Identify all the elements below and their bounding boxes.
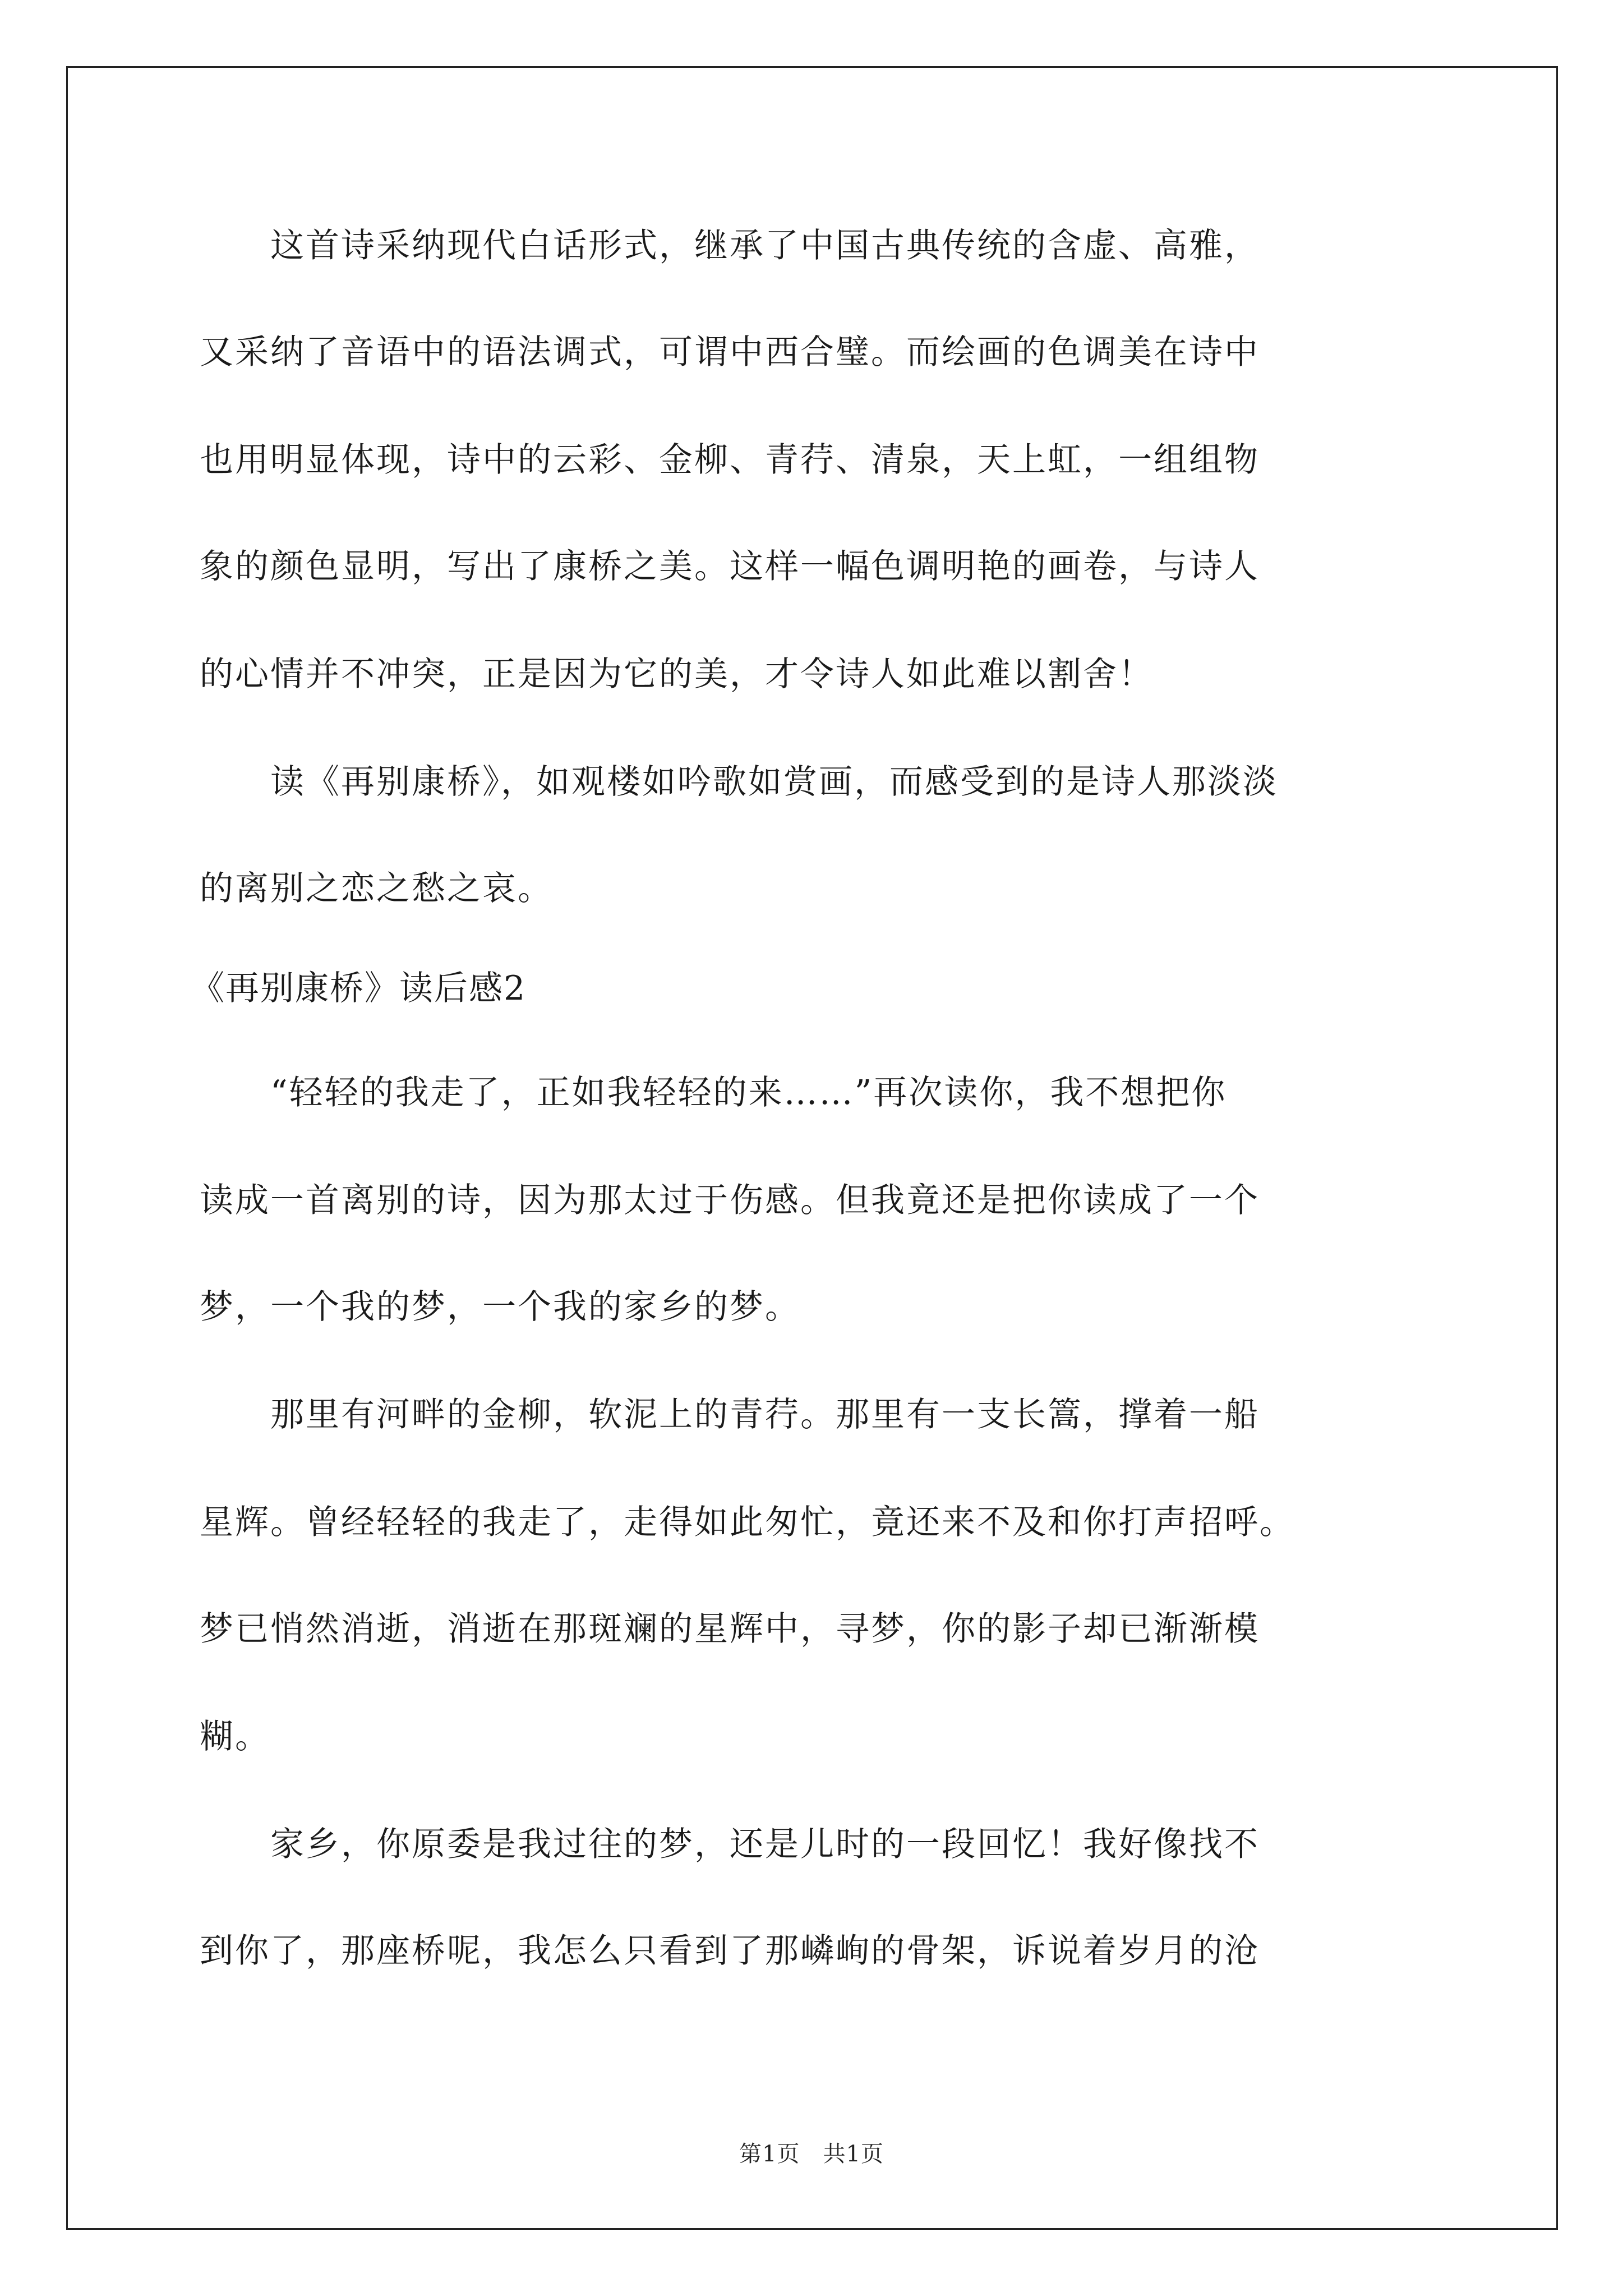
body-line: 读《再别康桥》，如观楼如吟歌如赏画，而感受到的是诗人那淡淡: [200, 762, 1278, 802]
body-line: 梦已悄然消逝，消逝在那斑斓的星辉中，寻梦，你的影子却已渐渐模: [200, 1609, 1260, 1649]
body-line: 的离别之恋之愁之哀。: [200, 869, 553, 908]
body-line: 梦，一个我的梦，一个我的家乡的梦。: [200, 1287, 800, 1327]
body-line: 家乡，你原委是我过往的梦，还是儿时的一段回忆！我好像找不: [200, 1825, 1260, 1864]
body-line: 象的颜色显明，写出了康桥之美。这样一幅色调明艳的画卷，与诗人: [200, 547, 1260, 586]
body-line: 也用明显体现，诗中的云彩、金柳、青荇、清泉，天上虹，一组组物: [200, 440, 1260, 480]
body-line: 读成一首离别的诗，因为那太过于伤感。但我竟还是把你读成了一个: [200, 1181, 1260, 1220]
page-footer: 第1页 共1页: [739, 2141, 884, 2167]
body-line: 的心情并不冲突，正是因为它的美，才令诗人如此难以割舍！: [200, 655, 1154, 694]
body-line: 又采纳了音语中的语法调式，可谓中西合璧。而绘画的色调美在诗中: [200, 333, 1260, 372]
body-line: “轻轻的我走了，正如我轻轻的来……”再次读你，我不想把你: [200, 1073, 1227, 1112]
body-line: 那里有河畔的金柳，软泥上的青荇。那里有一支长篙，撑着一船: [200, 1395, 1260, 1434]
page-frame: [66, 66, 1558, 2230]
section-heading: 《再别康桥》读后感2: [191, 969, 527, 1008]
body-line: 到你了，那座桥呢，我怎么只看到了那嶙峋的骨架，诉说着岁月的沧: [200, 1931, 1260, 1971]
body-line: 糊。: [200, 1717, 270, 1756]
body-line: 这首诗采纳现代白话形式，继承了中国古典传统的含虚、高雅，: [200, 226, 1260, 265]
body-line: 星辉。曾经轻轻的我走了，走得如此匆忙，竟还来不及和你打声招呼。: [200, 1503, 1295, 1542]
